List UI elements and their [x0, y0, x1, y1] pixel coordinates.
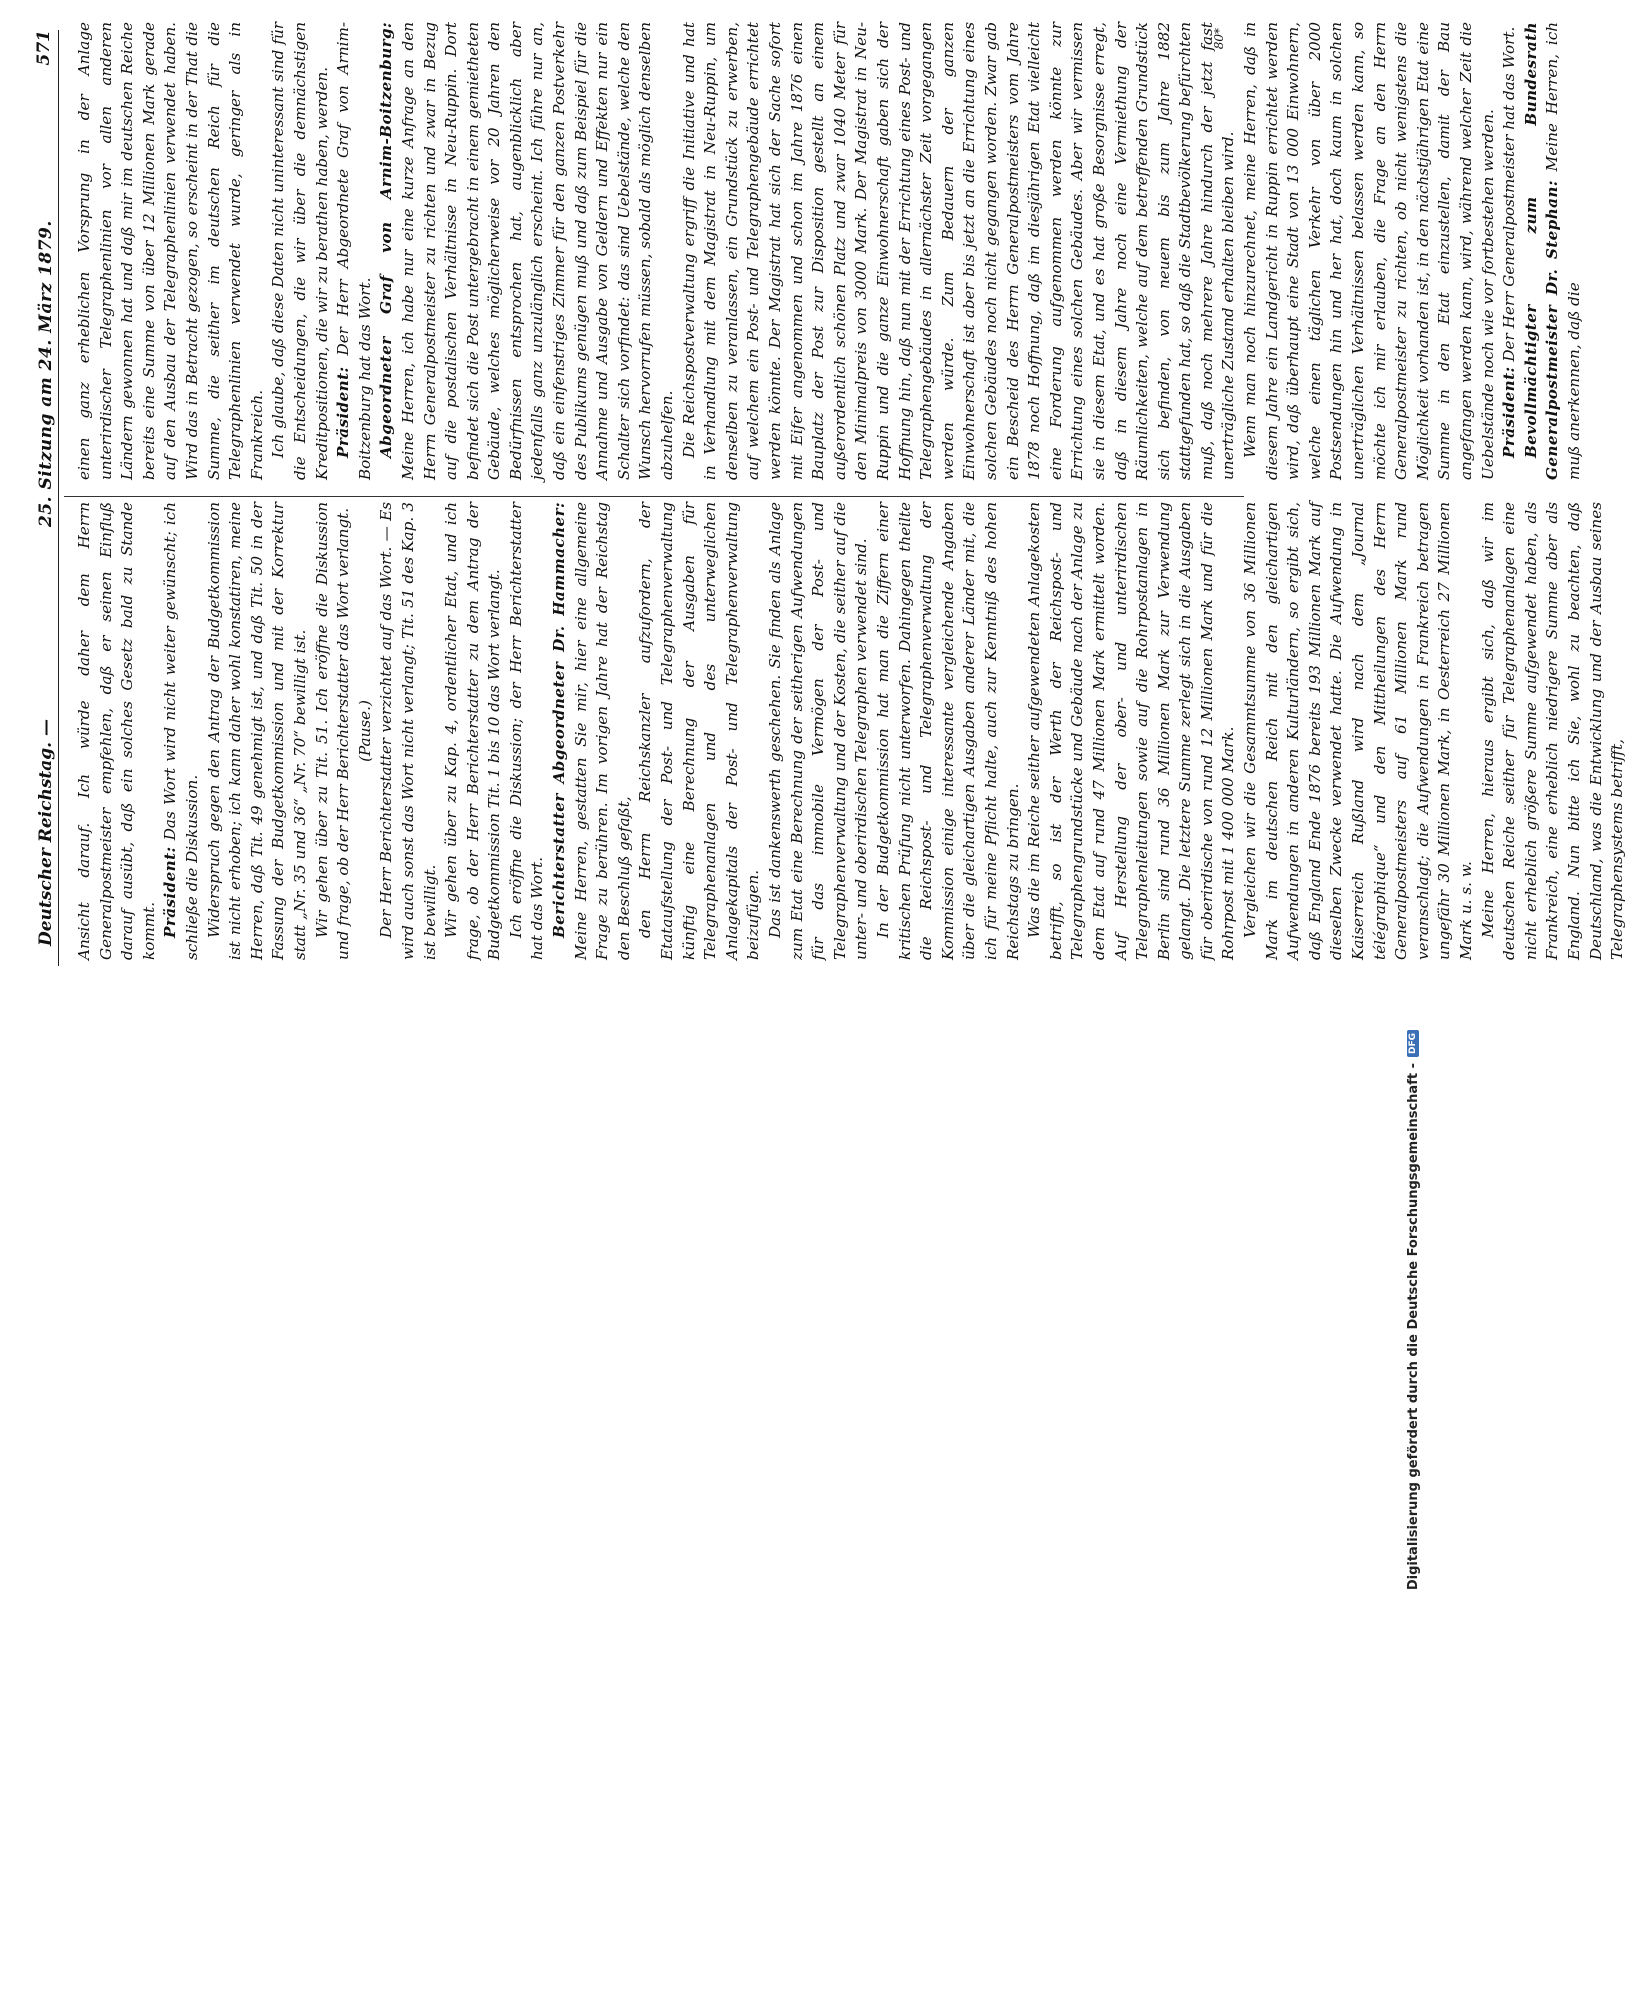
- watermark-text: Digitalisierung gefördert durch die Deutsche Forschungsgemeinschaft -: [1405, 1063, 1421, 1591]
- paragraph-text: Meine Herren, hieraus ergibt sich, daß wir im deutschen Reiche seither für Telegraphenanlagen eine nicht erheblich größere Summe aufgewendet haben, als Frankreich, eine erheblich niedrigere Summe aber als England. Nun bitte ich Sie, wohl zu beachten, daß Deutschland, was die Entwicklung und der Ausbau seines Telegraphensystems betrifft,: [1478, 502, 1627, 960]
- paragraph-text: den Herrn Reichskanzler aufzufordern, der Etataufstellung der Post- und Telegraphenverwaltung künftig eine Berechnung der Ausgaben für Telegraphenanlagen und des unterweglichen Anlagekapitals der Post- und Telegraphenverwaltung beizufügen.: [636, 502, 763, 960]
- paragraph: [312, 502, 355, 960]
- paragraph: [74, 502, 160, 960]
- paragraph-text: Der Herr Berichterstatter verzichtet auf das Wort. — Es wird auch sonst das Wort nicht verlangt; Tit. 51 des Kap. 3 ist bewilligt.: [377, 502, 439, 960]
- paragraph: [1240, 22, 1499, 480]
- paragraph: [1024, 502, 1240, 960]
- paragraph-text: Meine Herren, ich habe nur eine kurze Anfrage an den Herrn Generalpostmeister zu richten und zwar in Bezug auf die postalischen Verhältnisse in Neu-Ruppin. Dort befindet sich die Post untergebracht in einem gemietheten Gebäude, welches möglicherweise vor 20 Jahren den Bedürfnissen entsprochen hat, augenblicklich aber jedenfalls ganz unzulänglich erscheint. Ich führe nur an, daß ein einfenstriges Zimmer für den ganzen Postverkehr des Publikums genügen muß und daß zum Beispiel für die Annahme und Ausgabe von Geldern und Effekten nur ein Schalter sich vorfindet: das sind Uebelstände, welche den Wunsch hervorrufen müssen, sobald als möglich denselben abzuhelfen.: [398, 22, 677, 480]
- paragraph: [74, 22, 268, 480]
- paragraph-text: Ich eröffne die Diskussion; der Herr Berichterstatter hat das Wort.: [506, 502, 547, 960]
- paragraph: [765, 502, 873, 960]
- paragraph: [506, 502, 549, 960]
- paragraph-text: Widerspruch gegen den Antrag der Budgetkommission ist nicht erhoben; ich kann daher wohl konstatiren, meine Herren, daß Tit. 49 genehmigt ist, und daß Tit. 50 in der Fassung der Budgetkommission und mit der Korrektur statt „Nr. 35 und 36“ „Nr. 70“ bewilligt ist.: [204, 502, 309, 960]
- speaker-name: Präsident:: [161, 846, 180, 938]
- paragraph: [376, 502, 441, 960]
- paragraph-text: Das Wort wird nicht weiter gewünscht; ich schließe die Diskussion.: [161, 502, 201, 960]
- paragraph: [1478, 502, 1629, 960]
- paragraph-text: Meine Herren, ich muß anerkennen, daß die: [1543, 22, 1583, 480]
- paragraph: [441, 502, 506, 960]
- paragraph-text: einen ganz erheblichen Vorsprung in der Anlage unterirdischer Telegraphenlinien vor allen anderen Ländern gewonnen hat und daß mir im deutschen Reiche bereits eine Summe von über 12 Millionen Mark gerade auf den Ausbau der Telegraphenlinien verwendet haben. Wird das in Betracht gezogen, so erscheint in der That die Summe, die seither im deutschen Reich für die Telegraphenlinien verwendet wurde, geringer als in Frankreich.: [75, 22, 266, 480]
- speaker-name: Berichterstatter Abgeordneter Dr. Hammacher:: [550, 502, 569, 938]
- paragraph: [1499, 22, 1521, 480]
- left-column: [74, 502, 1627, 960]
- paragraph: [1240, 502, 1478, 960]
- paragraph: [376, 22, 678, 480]
- header-left: Deutscher Reichstag. —: [36, 718, 56, 946]
- paragraph-text: Der Herr Generalpostmeister hat das Wort.: [1500, 26, 1519, 367]
- paragraph-text: Wir gehen über zu Tit. 51. Ich eröffne die Diskussion und frage, ob der Herr Berichterstatter das Wort verlangt.: [312, 502, 353, 960]
- paragraph: [355, 502, 377, 960]
- speaker-name: Abgeordneter Graf von Arnim-Boitzenburg:: [377, 22, 396, 458]
- page-number: 571: [34, 30, 54, 66]
- paragraph-text: Vergleichen wir die Gesammtsumme von 36 Millionen Mark im deutschen Reich mit den gleichartigen Aufwendungen in anderen Kulturländern, so ergibt sich, daß England Ende 1876 bereits 193 Millionen Mark auf dieselben Zwecke verwendet hatte. Die Aufwendung in Kaiserreich Rußland wird nach dem „Journal télégraphique“ und den Mittheilungen des Herrn Generalpostmeisters auf 61 Millionen Mark rund veranschlagt; die Aufwendungen in Frankreich betragen ungefähr 30 Millionen Mark, in Oesterreich 27 Millionen Mark u. s. w.: [1241, 502, 1475, 960]
- speaker-name: Bevollmächtigter zum Bundesrath Generalpostmeister Dr. Stephan:: [1521, 22, 1562, 480]
- paragraph: [333, 22, 376, 480]
- paragraph-text: Der Herr Abgeordnete Graf von Arnim-Boitzenburg hat das Wort.: [334, 22, 374, 480]
- paragraph: [549, 502, 635, 960]
- signature-mark: 80*: [1212, 28, 1226, 50]
- paragraph: [160, 502, 203, 960]
- paragraph-text: Meine Herren, gestatten Sie mir, hier eine allgemeine Frage zu berühren. Im vorigen Jahre hat der Reichstag den Beschluß gefaßt,: [571, 502, 633, 960]
- document-page: [0, 0, 1627, 1000]
- paragraph: [873, 502, 1024, 960]
- paragraph: [204, 502, 312, 960]
- paragraph-text: Was die im Reiche seither aufgewendeten Anlagekosten betrifft, so ist der Werth der Reichspost- und Telegraphengrundstücke und Gebäude nach der Anlage zu dem Etat auf rund 47 Millionen Mark ermittelt worden. Auf Herstellung der ober- und unterirdischen Telegraphenleitungen sowie auf die Rohrpostanlagen in Berlin sind rund 36 Millionen Mark zur Verwendung gelangt. Die letztere Summe zerlegt sich in die Ausgaben für oberirdische von rund 12 Millionen Mark und für die Rohrpost mit 1 400 000 Mark.: [1025, 502, 1238, 960]
- paragraph-text: Wir gehen über zu Kap. 4, ordentlicher Etat, und ich frage, ob der Herr Berichterstatter zu dem Antrag der Budgetkommission Tit. 1 bis 10 das Wort verlangt.: [442, 502, 504, 960]
- paragraph-text: Ich glaube, daß diese Daten nicht uninteressant sind für die Entscheidungen, die wir über die demnächstigen Kreditpositionen, die wir zu berathen haben, werden.: [269, 22, 331, 480]
- dfg-watermark: [1395, 1000, 1431, 2000]
- paragraph-text: In der Budgetkommission hat man die Ziffern einer kritischen Prüfung nicht unterworfen. Dahingegen theilte die Reichspost- und Telegraphenverwaltung der Kommission einige interessante vergleichende Angaben über die gleichartigen Ausgaben anderer Länder mit, die ich für meine Pflicht halte, auch zur Kenntniß des hohen Reichstags zu bringen.: [873, 502, 1022, 960]
- header-center: 25. Sitzung am 24. März 1879.: [36, 220, 56, 527]
- running-header: [22, 12, 62, 972]
- paragraph: [1521, 22, 1586, 480]
- dfg-logo-icon: DFG: [1407, 1030, 1419, 1057]
- paragraph-text: Ansicht darauf. Ich würde daher dem Herrn Generalpostmeister empfehlen, daß er seinen Einfluß darauf ausübt, daß ein solches Gesetz bald zu Stande kommt.: [75, 502, 158, 960]
- right-column: [74, 22, 1583, 480]
- paragraph-text: (Pause.): [355, 700, 374, 762]
- paragraph: [268, 22, 333, 480]
- header-rule: [58, 30, 59, 966]
- paragraph-text: Das ist dankenswerth geschehen. Sie finden als Anlage zum Etat eine Berechnung der seitherigen Aufwendungen für das immobile Vermögen der Post- und Telegraphenverwaltung und der Kosten, die seither auf die unter- und oberirdischen Telegraphen verwendet sind.: [766, 502, 871, 960]
- paragraph-text: Die Reichspostverwaltung ergriff die Initiative und hat in Verhandlung mit dem Magistrat in Neu-Ruppin, um denselben zu veranlassen, ein Grundstück zu erwerben, auf welchem ein Post- und Telegraphengebäude errichtet werden könnte. Der Magistrat hat sich der Sache sofort mit Eifer angenommen und schon im Jahre 1876 einen Bauplatz der Post zur Disposition gestellt an einem außerordentlich schönen Platz und zwar 1040 Meter für den Minimalpreis von 3000 Mark. Der Magistrat in Neu-Ruppin und die ganze Einwohnerschaft gaben sich der Hoffnung hin, daß nun mit der Errichtung eines Post- und Telegraphengebäudes in allernächster Zeit vorgegangen werden würde. Zum Bedauern der ganzen Einwohnerschaft ist aber bis jetzt an die Errichtung eines solchen Gebäudes noch nicht gegangen worden. Zwar gab ein Bescheid des Herrn Generalpostmeisters vom Jahre 1878 noch Hoffnung, daß im diesjährigen Etat vielleicht eine Forderung aufgenommen werden könnte zur Errichtung eines solchen Gebäudes. Aber wir vermissen sie in diesem Etat, und es hat große Besorgnisse erregt, daß in diesem Jahre noch eine Vermiethung der Räumlichkeiten, welche auf dem betreffenden Grundstück sich befinden, von neuem bis zum Jahre 1882 stattgefunden hat, so daß die Stadtbevölkerung befürchten muß, daß noch mehrere Jahre hindurch der jetzt fast unerträgliche Zustand erhalten bleiben wird.: [679, 22, 1238, 480]
- paragraph: [635, 502, 765, 960]
- column-separator: [64, 496, 1244, 497]
- rotated-page: [0, 0, 1627, 1000]
- paragraph-text: Wenn man noch hinzurechnet, meine Herren, daß in diesem Jahre ein Landgericht in Ruppin errichtet werden wird, daß überhaupt eine Stadt von 13 000 Einwohnern, welche einen täglichen Verkehr von über 2000 Postsendungen hin und her hat, doch kaum in solchen unerträglichen Verhältnissen belassen werden kann, so möchte ich mir erlauben, die Frage an den Herrn Generalpostmeister zu richten, ob nicht wenigstens die Möglichkeit vorhanden ist, in den nächstjährigen Etat eine Summe in den Etat einzustellen, damit der Bau angefangen werden kann, wird, während welcher Zeit die Uebelstände noch wie vor fortbestehen werden.: [1241, 22, 1497, 480]
- speaker-name: Präsident:: [334, 366, 353, 458]
- paragraph: [679, 22, 1240, 480]
- speaker-name: Präsident:: [1500, 366, 1519, 458]
